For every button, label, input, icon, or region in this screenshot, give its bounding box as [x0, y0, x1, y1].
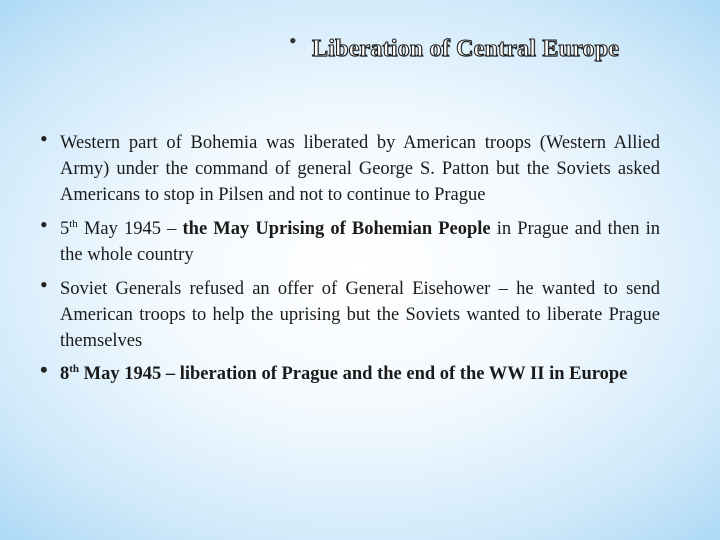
bullet-bold-text: May 1945 – liberation of Prague and the end of the WW II in Europe — [79, 364, 628, 384]
bullet-date-ordinal: th — [69, 362, 80, 375]
bullet-icon: • — [40, 357, 48, 382]
bullet-may-uprising — [40, 212, 660, 268]
bullet-date-number: 5 — [60, 219, 70, 239]
bullet-icon: • — [40, 212, 48, 237]
bullet-date-ordinal: th — [69, 217, 78, 230]
bullet-text: Soviet Generals refused an offer of General Eisehower – he wanted to send American troops to help the uprising but the Soviets wanted to liberate Prague themselves — [60, 279, 660, 351]
slide-content — [40, 126, 660, 396]
bullet-icon: • — [40, 126, 48, 151]
bullet-western-bohemia — [40, 126, 660, 208]
bullet-text: Western part of Bohemia was liberated by American troops (Western Allied Army) under the command of general George S. Patton but the Soviets asked Americans to stop in Pilsen and not to continue to Prague — [60, 133, 660, 205]
slide-title: Liberation of Central Europe — [312, 36, 620, 62]
bullet-soviet-generals — [40, 272, 660, 354]
bullet-liberation-prague — [40, 357, 660, 387]
bullet-bold-phrase: the May Uprising of Bohemian People — [182, 219, 491, 239]
bullet-date-number: 8 — [60, 364, 70, 384]
bullet-suffix: in Prague and then in the whole country — [60, 219, 660, 265]
title-bullet-icon: • — [289, 28, 297, 53]
bullet-date-rest: May 1945 – — [77, 219, 183, 239]
bullet-icon: • — [40, 272, 48, 297]
title-row — [0, 30, 720, 70]
